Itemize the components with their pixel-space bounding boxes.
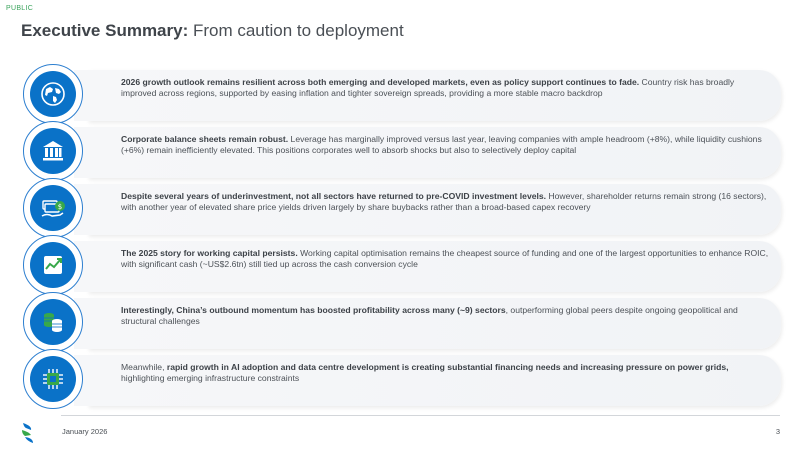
page-title-bold: Executive Summary: <box>21 21 189 40</box>
footer-date: January 2026 <box>62 427 108 436</box>
list-item <box>0 121 800 178</box>
list-item <box>0 178 800 235</box>
bank-building-icon <box>23 121 83 181</box>
classification-label: PUBLIC <box>6 5 34 12</box>
list-item <box>0 292 800 349</box>
list-item <box>0 235 800 292</box>
page-number: 3 <box>775 427 780 436</box>
item-text: Corporate balance sheets remain robust. Leverage has marginally improved versus last year, leaving companies with ample headroom (+8%), while liquidity cushions (+6%) remain inefficiently elevated. This positions corporates well to absorb shocks but also to selectively deploy capital <box>121 134 762 156</box>
item-text: The 2025 story for working capital persists. Working capital optimisation remains the cheapest source of funding and one of the largest opportunities to enhance ROIC, with significant cash (~US$2.6tn) still tied up across the cash conversion cycle <box>121 248 769 270</box>
item-text: Despite several years of underinvestment, not all sectors have returned to pre-COVID investment levels. However, shareholder returns remain strong (16 sectors), with another year of elevated share price yields driven largely by share buybacks rather than a broad-based capex recovery <box>121 191 767 213</box>
footer-divider <box>61 415 780 416</box>
item-text: 2026 growth outlook remains resilient across both emerging and developed markets, even as policy support continues to fade. Country risk has broadly improved across regions, supported by easing inflation and tighter sovereign spreads, providing a more stable macro backdrop <box>121 77 735 99</box>
item-text: Interestingly, China’s outbound momentum has boosted profitability across many (~9) sectors, outperforming global peers despite ongoing geopolitical and structural challenges <box>121 305 738 327</box>
chip-icon <box>23 349 83 409</box>
list-item <box>0 64 800 121</box>
item-text: Meanwhile, rapid growth in AI adoption and data centre development is creating substantial financing needs and increasing pressure on power grids, highlighting emerging infrastructure constraints <box>121 362 729 384</box>
coin-stack-icon <box>23 292 83 352</box>
list-item <box>0 349 800 406</box>
page-title <box>21 21 404 41</box>
globe-icon <box>23 64 83 124</box>
brand-logo-icon <box>19 421 37 445</box>
money-hand-icon <box>23 178 83 238</box>
page-title-rest: From caution to deployment <box>188 21 404 40</box>
trend-chart-icon <box>23 235 83 295</box>
svg-text:$: $ <box>57 203 63 211</box>
